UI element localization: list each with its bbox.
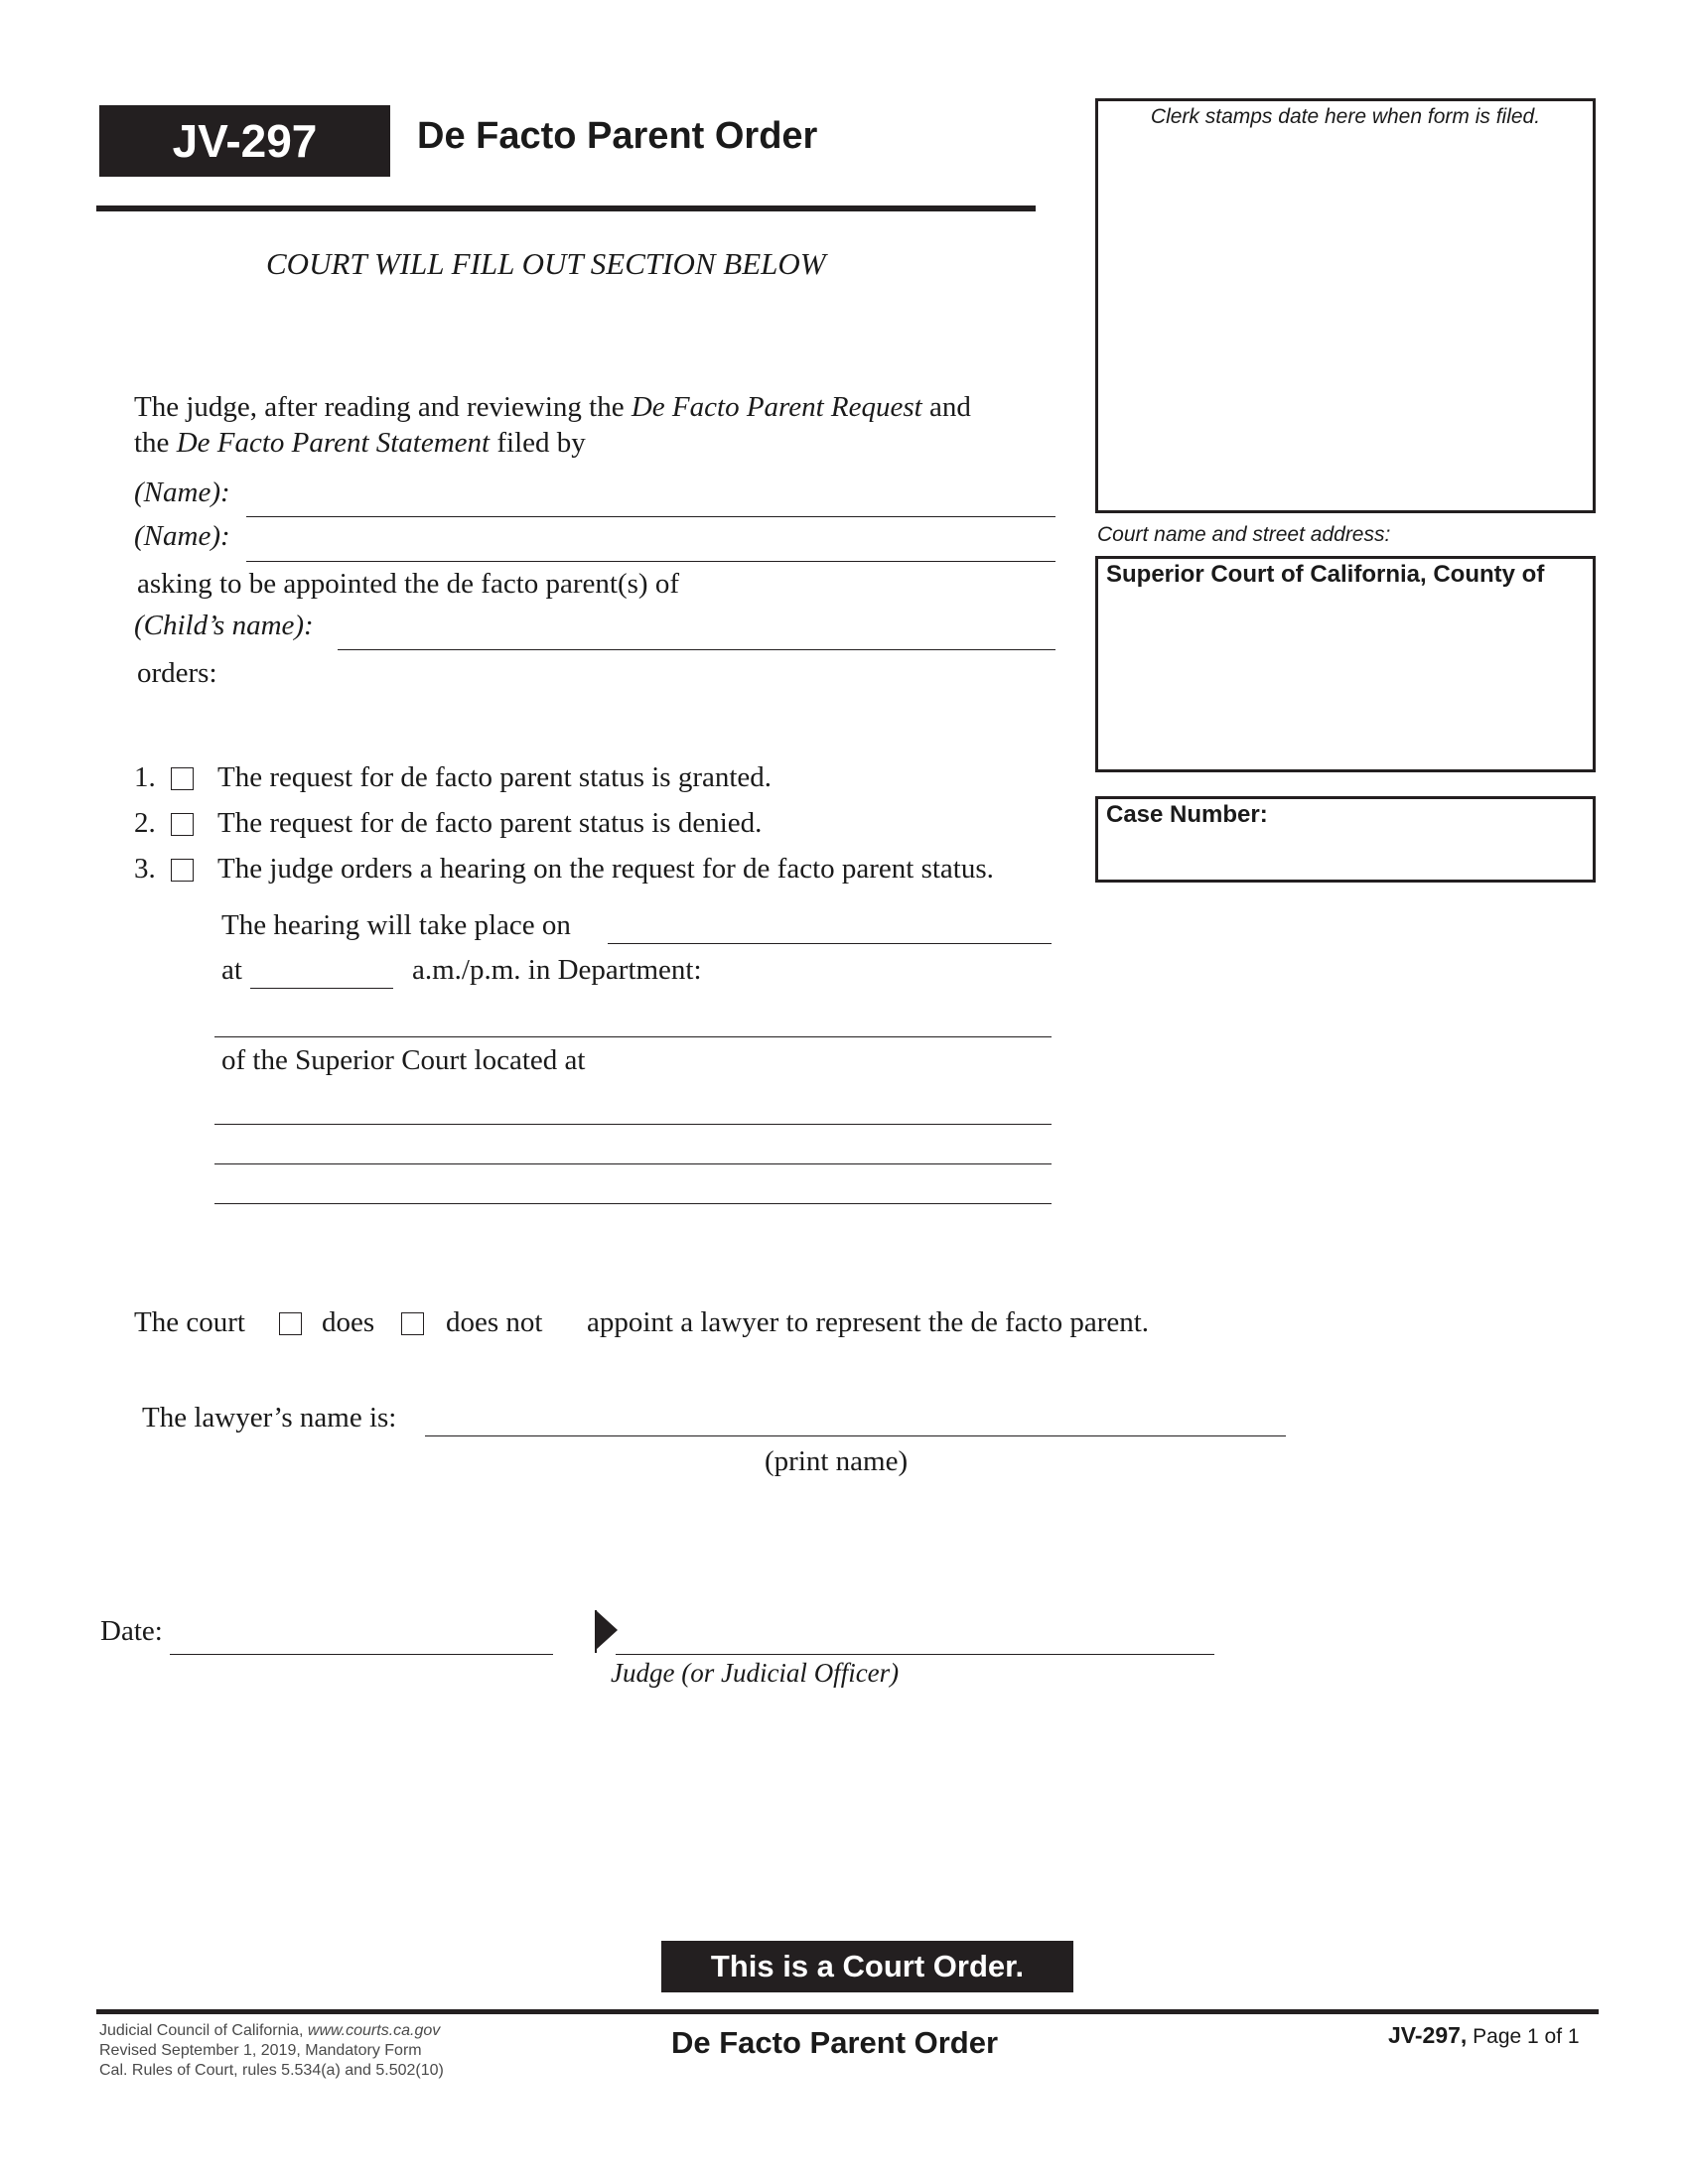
court-location-label: of the Superior Court located at <box>221 1044 586 1076</box>
child-name-field[interactable] <box>338 649 1055 650</box>
name-label-2: (Name): <box>134 520 230 552</box>
does-not-checkbox[interactable] <box>401 1312 424 1335</box>
order-2-text: The request for de facto parent status is denied. <box>217 807 763 839</box>
intro-line-1-post: and <box>928 391 971 423</box>
clerk-stamp-caption: Clerk stamps date here when form is filed. <box>1150 105 1541 128</box>
hearing-date-field[interactable] <box>608 943 1052 944</box>
date-label: Date: <box>100 1615 163 1647</box>
form-title: De Facto Parent Order <box>417 115 818 157</box>
court-address-prefill: Superior Court of California, County of <box>1106 561 1545 588</box>
child-name-label: (Child’s name): <box>134 610 314 641</box>
does-not-label: does not <box>446 1306 543 1338</box>
date-field[interactable] <box>170 1654 553 1655</box>
lawyer-name-label: The lawyer’s name is: <box>142 1402 397 1433</box>
judge-caption: Judge (or Judicial Officer) <box>611 1658 900 1688</box>
name-field-1[interactable] <box>246 516 1055 517</box>
hearing-date-label: The hearing will take place on <box>221 909 571 941</box>
footer-website-link[interactable]: www.courts.ca.gov <box>307 2022 441 2039</box>
department-field[interactable] <box>214 1036 1052 1037</box>
asking-text: asking to be appointed the de facto parent(s) of <box>137 568 679 600</box>
name-label-1: (Name): <box>134 477 230 508</box>
court-address-field[interactable] <box>1095 556 1596 772</box>
order-3-text: The judge orders a hearing on the request for de facto parent status. <box>217 853 994 885</box>
hearing-dept-label: a.m./p.m. in Department: <box>412 954 702 986</box>
request-form-title: De Facto Parent Request <box>631 391 922 423</box>
hearing-at-label: at <box>221 954 242 986</box>
order-3-number: 3. <box>134 853 156 885</box>
footer-rule <box>96 2009 1599 2014</box>
footer-left-line-3: Cal. Rules of Court, rules 5.534(a) and 5.502(10) <box>99 2062 444 2079</box>
appoint-lawyer-text: appoint a lawyer to represent the de facto parent. <box>587 1306 1150 1338</box>
court-location-line-1[interactable] <box>214 1124 1052 1125</box>
judge-signature-field[interactable] <box>616 1654 1214 1655</box>
name-field-2[interactable] <box>246 561 1055 562</box>
footer-council: Judicial Council of California, <box>99 2022 304 2039</box>
intro-line-1 <box>134 391 971 424</box>
order-1-number: 1. <box>134 761 156 793</box>
print-name-caption: (print name) <box>765 1445 909 1477</box>
intro-line-1-pre: The judge, after reading and reviewing the <box>134 391 625 423</box>
order-1-checkbox[interactable] <box>171 767 194 790</box>
case-number-field[interactable] <box>1095 796 1596 883</box>
footer-page-info <box>1388 2022 1580 2049</box>
order-2-number: 2. <box>134 807 156 839</box>
court-appoint-label: The court <box>134 1306 245 1338</box>
order-2-checkbox[interactable] <box>171 813 194 836</box>
footer-left-line-1 <box>99 2021 444 2041</box>
intro-line-2-post: filed by <box>496 427 586 459</box>
signature-arrow-icon <box>594 1606 622 1654</box>
court-location-line-3[interactable] <box>214 1203 1052 1204</box>
order-1-text: The request for de facto parent status is granted. <box>217 761 773 793</box>
hearing-time-field[interactable] <box>250 988 393 989</box>
court-location-line-2[interactable] <box>214 1163 1052 1164</box>
form-id-badge: JV-297 <box>99 105 390 177</box>
orders-text: orders: <box>137 657 217 689</box>
case-number-label: Case Number: <box>1106 801 1268 828</box>
intro-line-2 <box>134 427 586 460</box>
header-rule <box>96 205 1036 211</box>
statement-form-title: De Facto Parent Statement <box>176 427 491 459</box>
footer-publisher-info <box>99 2021 444 2081</box>
court-order-banner: This is a Court Order. <box>661 1941 1073 1992</box>
lawyer-name-field[interactable] <box>425 1435 1286 1436</box>
does-checkbox[interactable] <box>279 1312 302 1335</box>
court-address-label: Court name and street address: <box>1097 523 1391 546</box>
footer-form-title: De Facto Parent Order <box>671 2025 999 2060</box>
intro-line-2-pre: the <box>134 427 170 459</box>
footer-left-line-2: Revised September 1, 2019, Mandatory Form <box>99 2042 422 2059</box>
clerk-stamp-box[interactable] <box>1095 98 1596 513</box>
section-heading: COURT WILL FILL OUT SECTION BELOW <box>266 246 826 281</box>
footer-form-id: JV-297, <box>1388 2022 1468 2048</box>
does-label: does <box>322 1306 375 1338</box>
order-3-checkbox[interactable] <box>171 859 194 882</box>
footer-page-number: Page 1 of 1 <box>1473 2025 1580 2048</box>
